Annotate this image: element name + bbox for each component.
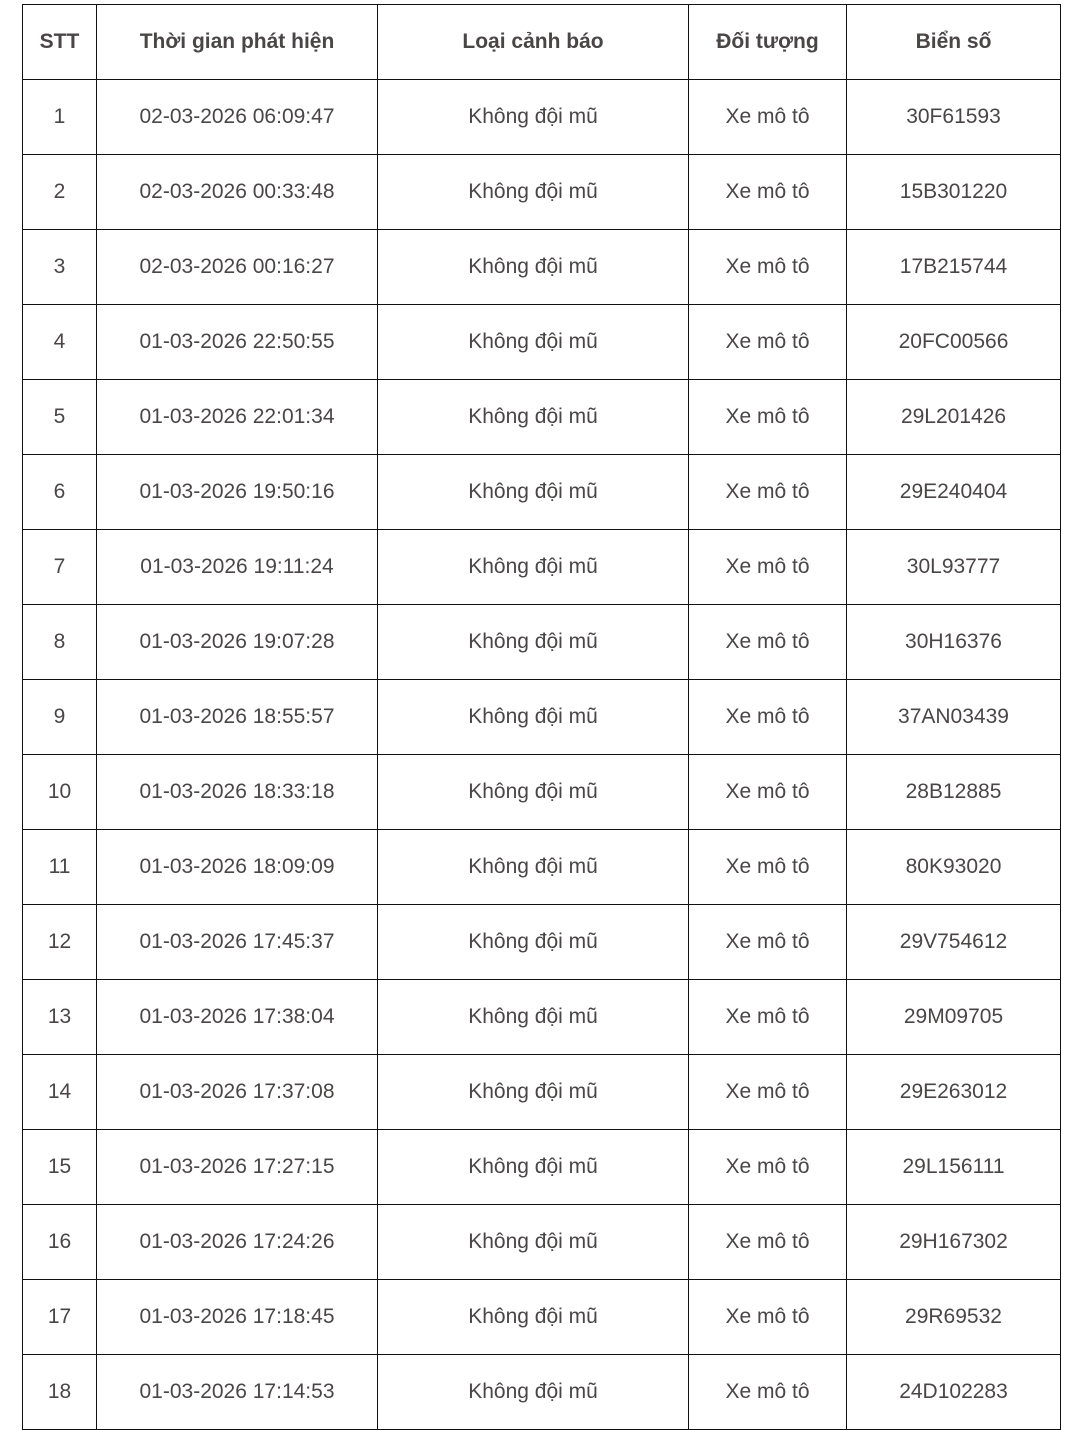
table-body xyxy=(23,80,1061,1430)
header-time: Thời gian phát hiện xyxy=(97,5,378,80)
cell-plate: 28B12885 xyxy=(847,755,1061,830)
violations-table xyxy=(22,4,1061,1430)
cell-alert-type: Không đội mũ xyxy=(378,1205,689,1280)
cell-alert-type: Không đội mũ xyxy=(378,530,689,605)
cell-time: 01-03-2026 17:38:04 xyxy=(97,980,378,1055)
violations-table-container xyxy=(22,4,1061,1430)
cell-time: 01-03-2026 17:45:37 xyxy=(97,905,378,980)
cell-time: 02-03-2026 06:09:47 xyxy=(97,80,378,155)
cell-plate: 29V754612 xyxy=(847,905,1061,980)
cell-plate: 29E240404 xyxy=(847,455,1061,530)
cell-plate: 30F61593 xyxy=(847,80,1061,155)
cell-alert-type: Không đội mũ xyxy=(378,755,689,830)
table-row xyxy=(23,455,1061,530)
cell-object: Xe mô tô xyxy=(689,305,847,380)
table-row xyxy=(23,980,1061,1055)
cell-object: Xe mô tô xyxy=(689,1205,847,1280)
cell-plate: 15B301220 xyxy=(847,155,1061,230)
header-object: Đối tượng xyxy=(689,5,847,80)
table-row xyxy=(23,1055,1061,1130)
cell-time: 01-03-2026 19:07:28 xyxy=(97,605,378,680)
cell-plate: 37AN03439 xyxy=(847,680,1061,755)
table-row xyxy=(23,1355,1061,1430)
cell-alert-type: Không đội mũ xyxy=(378,1280,689,1355)
cell-plate: 20FC00566 xyxy=(847,305,1061,380)
cell-time: 01-03-2026 22:50:55 xyxy=(97,305,378,380)
table-row xyxy=(23,80,1061,155)
cell-alert-type: Không đội mũ xyxy=(378,455,689,530)
cell-stt: 12 xyxy=(23,905,97,980)
cell-object: Xe mô tô xyxy=(689,455,847,530)
table-row xyxy=(23,155,1061,230)
cell-stt: 7 xyxy=(23,530,97,605)
cell-time: 01-03-2026 22:01:34 xyxy=(97,380,378,455)
cell-time: 01-03-2026 17:18:45 xyxy=(97,1280,378,1355)
table-row xyxy=(23,605,1061,680)
cell-alert-type: Không đội mũ xyxy=(378,905,689,980)
cell-stt: 16 xyxy=(23,1205,97,1280)
cell-alert-type: Không đội mũ xyxy=(378,230,689,305)
cell-plate: 29H167302 xyxy=(847,1205,1061,1280)
cell-object: Xe mô tô xyxy=(689,380,847,455)
table-row xyxy=(23,755,1061,830)
cell-alert-type: Không đội mũ xyxy=(378,80,689,155)
cell-plate: 80K93020 xyxy=(847,830,1061,905)
table-row xyxy=(23,680,1061,755)
cell-stt: 18 xyxy=(23,1355,97,1430)
header-plate: Biển số xyxy=(847,5,1061,80)
cell-alert-type: Không đội mũ xyxy=(378,380,689,455)
table-row xyxy=(23,1280,1061,1355)
cell-alert-type: Không đội mũ xyxy=(378,1055,689,1130)
cell-time: 01-03-2026 18:09:09 xyxy=(97,830,378,905)
cell-stt: 11 xyxy=(23,830,97,905)
cell-object: Xe mô tô xyxy=(689,605,847,680)
cell-object: Xe mô tô xyxy=(689,755,847,830)
cell-alert-type: Không đội mũ xyxy=(378,1355,689,1430)
cell-time: 01-03-2026 17:24:26 xyxy=(97,1205,378,1280)
cell-object: Xe mô tô xyxy=(689,905,847,980)
cell-time: 01-03-2026 19:11:24 xyxy=(97,530,378,605)
cell-plate: 29L201426 xyxy=(847,380,1061,455)
table-row xyxy=(23,380,1061,455)
cell-stt: 13 xyxy=(23,980,97,1055)
cell-time: 02-03-2026 00:16:27 xyxy=(97,230,378,305)
cell-plate: 29R69532 xyxy=(847,1280,1061,1355)
cell-plate: 29L156111 xyxy=(847,1130,1061,1205)
table-row xyxy=(23,905,1061,980)
cell-alert-type: Không đội mũ xyxy=(378,680,689,755)
cell-time: 01-03-2026 18:33:18 xyxy=(97,755,378,830)
cell-plate: 29E263012 xyxy=(847,1055,1061,1130)
cell-plate: 29M09705 xyxy=(847,980,1061,1055)
cell-time: 02-03-2026 00:33:48 xyxy=(97,155,378,230)
cell-stt: 14 xyxy=(23,1055,97,1130)
cell-object: Xe mô tô xyxy=(689,530,847,605)
table-row xyxy=(23,530,1061,605)
cell-object: Xe mô tô xyxy=(689,155,847,230)
cell-time: 01-03-2026 17:37:08 xyxy=(97,1055,378,1130)
cell-stt: 9 xyxy=(23,680,97,755)
cell-stt: 15 xyxy=(23,1130,97,1205)
cell-stt: 8 xyxy=(23,605,97,680)
cell-object: Xe mô tô xyxy=(689,230,847,305)
cell-object: Xe mô tô xyxy=(689,80,847,155)
cell-object: Xe mô tô xyxy=(689,980,847,1055)
cell-alert-type: Không đội mũ xyxy=(378,1130,689,1205)
cell-alert-type: Không đội mũ xyxy=(378,980,689,1055)
cell-object: Xe mô tô xyxy=(689,1130,847,1205)
cell-time: 01-03-2026 18:55:57 xyxy=(97,680,378,755)
cell-time: 01-03-2026 17:14:53 xyxy=(97,1355,378,1430)
cell-alert-type: Không đội mũ xyxy=(378,305,689,380)
cell-stt: 1 xyxy=(23,80,97,155)
cell-alert-type: Không đội mũ xyxy=(378,605,689,680)
cell-stt: 4 xyxy=(23,305,97,380)
cell-alert-type: Không đội mũ xyxy=(378,830,689,905)
cell-plate: 30H16376 xyxy=(847,605,1061,680)
cell-time: 01-03-2026 17:27:15 xyxy=(97,1130,378,1205)
cell-stt: 6 xyxy=(23,455,97,530)
cell-object: Xe mô tô xyxy=(689,830,847,905)
cell-time: 01-03-2026 19:50:16 xyxy=(97,455,378,530)
cell-plate: 17B215744 xyxy=(847,230,1061,305)
cell-plate: 24D102283 xyxy=(847,1355,1061,1430)
cell-object: Xe mô tô xyxy=(689,1055,847,1130)
cell-plate: 30L93777 xyxy=(847,530,1061,605)
table-row xyxy=(23,830,1061,905)
table-row xyxy=(23,1130,1061,1205)
cell-object: Xe mô tô xyxy=(689,680,847,755)
table-row xyxy=(23,305,1061,380)
cell-object: Xe mô tô xyxy=(689,1355,847,1430)
header-stt: STT xyxy=(23,5,97,80)
cell-stt: 5 xyxy=(23,380,97,455)
table-row xyxy=(23,1205,1061,1280)
cell-alert-type: Không đội mũ xyxy=(378,155,689,230)
table-row xyxy=(23,230,1061,305)
cell-stt: 2 xyxy=(23,155,97,230)
cell-stt: 3 xyxy=(23,230,97,305)
table-header-row xyxy=(23,5,1061,80)
cell-stt: 10 xyxy=(23,755,97,830)
cell-stt: 17 xyxy=(23,1280,97,1355)
header-alert-type: Loại cảnh báo xyxy=(378,5,689,80)
cell-object: Xe mô tô xyxy=(689,1280,847,1355)
